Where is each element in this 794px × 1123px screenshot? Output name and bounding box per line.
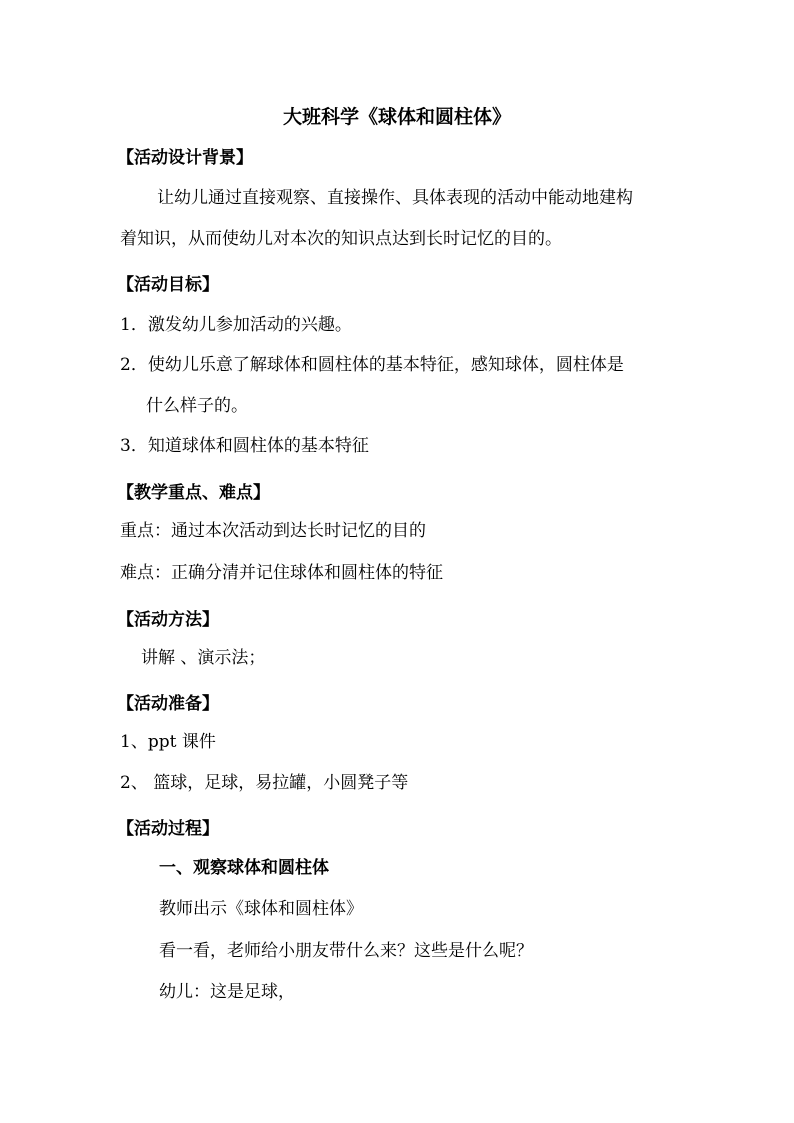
paragraph-line: 看一看，老师给小朋友带什么来？这些是什么呢？ [159, 941, 533, 961]
list-item: 1、ppt 课件 [120, 732, 216, 752]
section-heading-methods: 【活动方法】 [117, 610, 219, 630]
list-item: 1．激发幼儿参加活动的兴趣。 [120, 315, 352, 335]
list-item-continuation: 什么样子的。 [146, 396, 248, 416]
list-item: 3．知道球体和圆柱体的基本特征 [120, 436, 369, 456]
difficulty-line: 难点：正确分清并记住球体和圆柱体的特征 [120, 563, 443, 583]
document-title: 大班科学《球体和圆柱体》 [282, 106, 511, 128]
section-heading-background: 【活动设计背景】 [117, 148, 253, 168]
section-heading-preparation: 【活动准备】 [117, 694, 219, 714]
paragraph-line: 着知识，从而使幼儿对本次的知识点达到长时记忆的目的。 [120, 229, 562, 249]
key-point-line: 重点：通过本次活动到达长时记忆的目的 [120, 521, 426, 541]
paragraph-line: 幼儿：这是足球， [159, 982, 295, 1002]
section-heading-process: 【活动过程】 [117, 819, 219, 839]
paragraph-line: 让幼儿通过直接观察、直接操作、具体表现的活动中能动地建构 [157, 188, 633, 208]
subsection-heading: 一、观察球体和圆柱体 [159, 858, 329, 878]
list-item: 2、 篮球，足球，易拉罐，小圆凳子等 [120, 773, 409, 793]
section-heading-key-points: 【教学重点、难点】 [117, 483, 270, 503]
list-item: 2．使幼儿乐意了解球体和圆柱体的基本特征，感知球体，圆柱体是 [120, 355, 624, 375]
paragraph-line: 教师出示《球体和圆柱体》 [159, 899, 363, 919]
methods-line: 讲解 、演示法； [141, 648, 266, 668]
section-heading-goals: 【活动目标】 [117, 275, 219, 295]
